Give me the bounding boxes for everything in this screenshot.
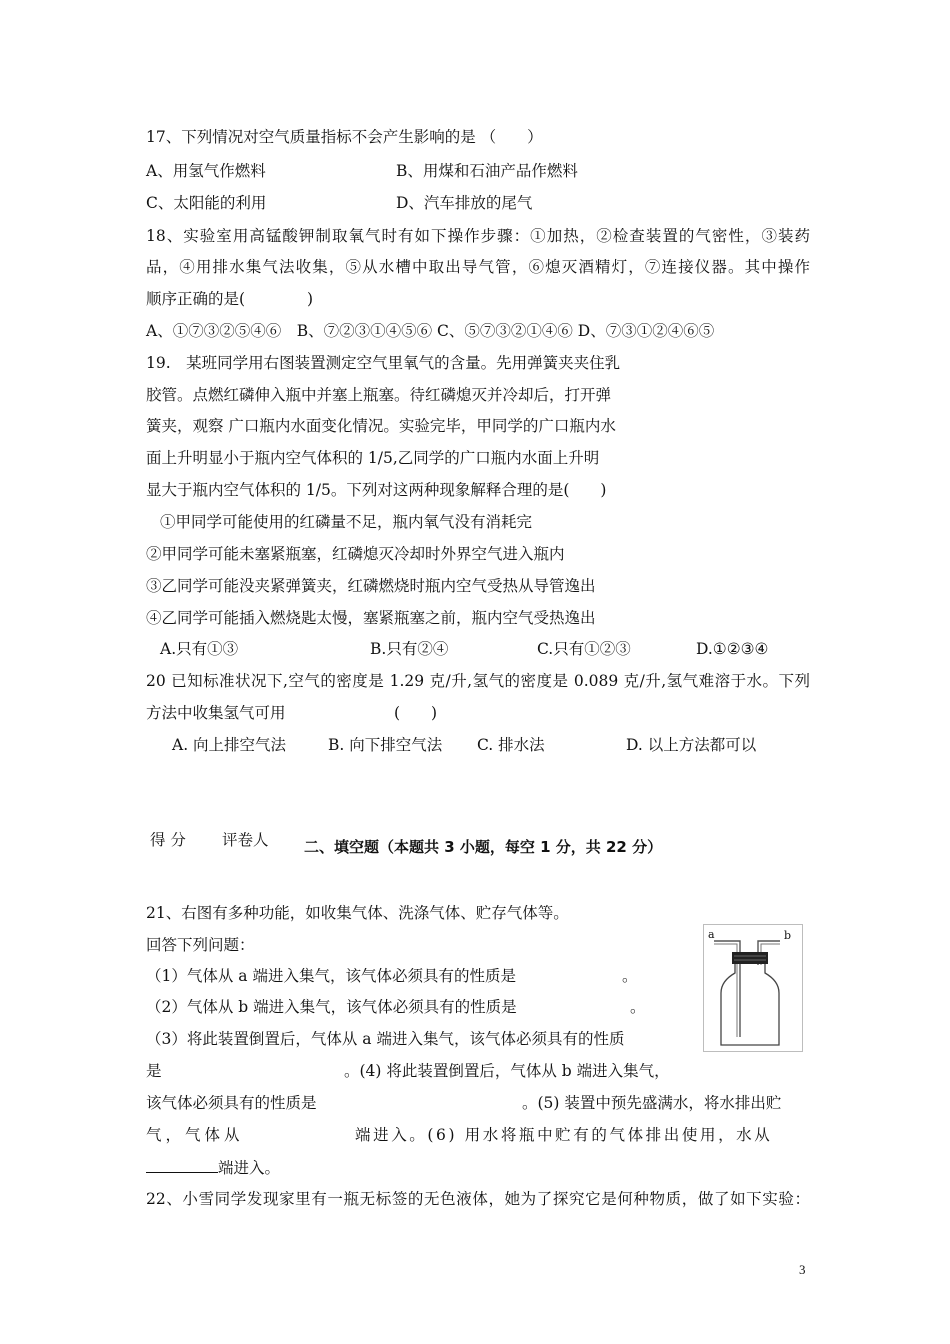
q17-option-d: D、汽车排放的尾气 (396, 194, 533, 212)
q21-part3-start: 是 (146, 1062, 162, 1080)
q19-statement-1: ①甲同学可能使用的红磷量不足，瓶内氧气没有消耗完 (160, 513, 533, 531)
q19-line2: 胶管。点燃红磷伸入瓶中并塞上瓶塞。待红磷熄灭并冷却后，打开弹 (146, 386, 612, 404)
q19-option-c: C.只有①②③ (537, 640, 631, 658)
q20-option-d: D. 以上方法都可以 (626, 736, 757, 754)
q21-part4-intro: 。(4) 将此装置倒置后，气体从 b 端进入集气， (344, 1062, 670, 1080)
tube-a-label: a (708, 928, 715, 941)
q20-option-a: A. 向上排空气法 (172, 736, 287, 754)
gas-bottle-figure (703, 924, 803, 1052)
q20-line1: 20 已知标准状况下,空气的密度是 1.29 克/升,氢气的密度是 0.089 克/升,氢气难溶于水。下列 (146, 672, 810, 690)
q20-line2: 方法中收集氢气可用 ( ) (146, 704, 438, 722)
q18-options: A、①⑦③②⑤④⑥ B、⑦②③①④⑤⑥ C、⑤⑦③②①④⑥ D、⑦③①②④⑥⑤ (146, 322, 715, 340)
q21-part1-end: 。 (622, 967, 638, 985)
q21-part5-start: 气，气体从 (146, 1126, 244, 1144)
q19-line3: 簧夹，观察 广口瓶内水面变化情况。实验完毕，甲同学的广口瓶内水 (146, 417, 616, 435)
q17-stem: 17、下列情况对空气质量指标不会产生影响的是 （ ） (146, 128, 543, 146)
q21-part3: （3）将此装置倒置后，气体从 a 端进入集气，该气体必须具有的性质 (146, 1030, 625, 1048)
q19-option-a: A.只有①③ (160, 640, 239, 658)
q21-part2: （2）气体从 b 端进入集气，该气体必须具有的性质是 (146, 998, 517, 1016)
q19-option-d: D.①②③④ (696, 640, 769, 658)
tube-b-label: b (784, 929, 792, 942)
q19-statement-3: ③乙同学可能没夹紧弹簧夹，红磷燃烧时瓶内空气受热从导管逸出 (146, 577, 596, 595)
q21-part6-end: 端进入。 (218, 1159, 281, 1177)
q21-part2-end: 。 (630, 998, 646, 1016)
q21-part4-start: 该气体必须具有的性质是 (146, 1094, 317, 1112)
q19-statement-4: ④乙同学可能插入燃烧匙太慢，塞紧瓶塞之前，瓶内空气受热逸出 (146, 609, 596, 627)
q20-option-c: C. 排水法 (477, 736, 545, 754)
q21-line2: 回答下列问题： (146, 936, 255, 954)
q18-line1: 18、实验室用高锰酸钾制取氧气时有如下操作步骤：①加热，②检查装置的气密性，③装药 (146, 227, 810, 245)
q17-option-b: B、用煤和石油产品作燃料 (396, 162, 578, 180)
q19-line4: 面上升明显小于瓶内空气体积的 1/5,乙同学的广口瓶内水面上升明 (146, 449, 600, 467)
gas-bottle-illustration (704, 925, 802, 1051)
score-label: 得 分 (150, 831, 186, 849)
q21-part6-line (146, 1157, 280, 1178)
q20-option-b: B. 向下排空气法 (328, 736, 443, 754)
answer-blank (146, 1157, 218, 1173)
q17-option-c: C、太阳能的利用 (146, 194, 267, 212)
q19-option-b: B.只有②④ (370, 640, 449, 658)
q17-option-a: A、用氢气作燃料 (146, 162, 266, 180)
grader-label: 评卷人 (222, 831, 269, 849)
q19-statement-2: ②甲同学可能未塞紧瓶塞，红磷熄灭冷却时外界空气进入瓶内 (146, 545, 565, 563)
page-number: 3 (799, 1262, 806, 1277)
q21-part6-intro: 端进入。(6) 用水将瓶中贮有的气体排出使用，水从 (355, 1126, 773, 1144)
q21-line1: 21、右图有多种功能，如收集气体、洗涤气体、贮存气体等。 (146, 904, 569, 922)
q19-line1: 19. 某班同学用右图装置测定空气里氧气的含量。先用弹簧夹夹住乳 (146, 354, 621, 372)
q19-line5: 显大于瓶内空气体积的 1/5。下列对这两种现象解释合理的是( ) (146, 481, 607, 499)
section-title: 二、填空题（本题共 3 小题，每空 1 分，共 22 分） (304, 838, 663, 856)
q21-part1: （1）气体从 a 端进入集气，该气体必须具有的性质是 (146, 967, 516, 985)
q18-line2: 品，④用排水集气法收集，⑤从水槽中取出导气管，⑥熄灭酒精灯，⑦连接仪器。其中操作 (146, 258, 810, 276)
q22-line1: 22、小雪同学发现家里有一瓶无标签的无色液体，她为了探究它是何种物质，做了如下实验： (146, 1190, 810, 1208)
q21-part5-intro: 。(5) 装置中预先盛满水，将水排出贮 (522, 1094, 782, 1112)
q18-line3: 顺序正确的是( ) (146, 290, 314, 308)
